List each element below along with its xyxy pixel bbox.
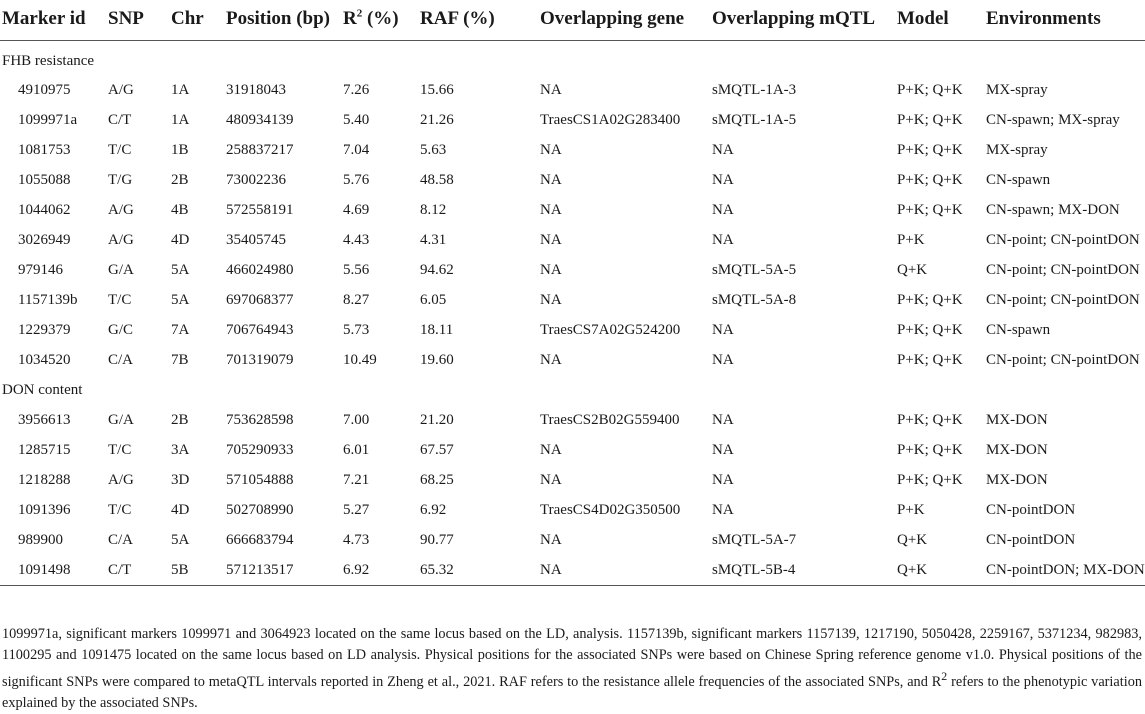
table-cell: 480934139 <box>226 111 294 128</box>
table-cell: CN-pointDON <box>986 531 1076 548</box>
column-header-label: R <box>343 8 357 29</box>
table-cell: 1055088 <box>18 171 71 188</box>
column-header <box>343 0 420 41</box>
table-cell: 4B <box>171 201 189 218</box>
table-cell: 5B <box>171 555 226 586</box>
table-cell: Q+K <box>897 261 928 278</box>
table-cell: NA <box>540 141 562 158</box>
table-cell: 7B <box>171 351 189 368</box>
table-cell: MX-spray <box>986 81 1048 98</box>
table-cell: 706764943 <box>226 321 294 338</box>
table-cell: 5.63 <box>420 141 447 158</box>
table-cell: 4D <box>171 501 190 518</box>
column-header <box>986 0 1145 41</box>
table-cell: 572558191 <box>226 201 294 218</box>
footnote-text-end: refers to the phenotypic variation explained by the associated SNPs. <box>2 673 1142 711</box>
table-cell: TraesCS2B02G559400 <box>540 411 680 428</box>
column-header-label: Chr <box>171 8 204 29</box>
table-cell: 73002236 <box>226 171 286 188</box>
table-cell: 6.92 <box>420 501 447 518</box>
table-cell: CN-spawn <box>986 171 1051 188</box>
column-header-label: Marker id <box>2 8 86 29</box>
table-cell: 5.40 <box>343 111 370 128</box>
table-row <box>0 465 1145 495</box>
section-title: FHB resistance <box>2 52 95 69</box>
table-cell: Q+K <box>897 555 986 586</box>
table-cell: 15.66 <box>420 81 454 98</box>
table-cell: 7.00 <box>343 411 370 428</box>
table-cell: 3A <box>171 441 190 458</box>
table-cell: 67.57 <box>420 441 454 458</box>
table-row <box>0 105 1145 135</box>
table-row <box>0 315 1145 345</box>
table-row <box>0 435 1145 465</box>
table-cell: P+K; Q+K <box>897 171 963 188</box>
table-cell: 4.31 <box>420 231 447 248</box>
table-cell: 21.26 <box>420 111 454 128</box>
table-row <box>0 495 1145 525</box>
table-cell: 466024980 <box>226 261 294 278</box>
table-header-row <box>0 0 1145 41</box>
table-cell: 1157139b <box>18 291 78 308</box>
table-cell: P+K; Q+K <box>897 111 963 128</box>
table-cell: 31918043 <box>226 81 286 98</box>
table-cell: NA <box>712 441 734 458</box>
column-header <box>108 0 171 41</box>
table-cell: A/G <box>108 201 134 218</box>
table-cell: 48.58 <box>420 171 454 188</box>
table-cell: 3D <box>171 471 190 488</box>
table-cell: T/C <box>108 501 132 518</box>
table-cell: NA <box>540 201 562 218</box>
table-cell: MX-DON <box>986 471 1048 488</box>
table-cell: C/A <box>108 351 134 368</box>
column-header-label: Model <box>897 8 949 29</box>
section-header-row <box>0 375 1145 405</box>
table-cell: 753628598 <box>226 411 294 428</box>
footnote-superscript: 2 <box>941 669 948 683</box>
table-cell: NA <box>712 411 734 428</box>
table-cell: 5.27 <box>343 501 370 518</box>
table-cell: 5A <box>171 531 190 548</box>
table-cell: 6.05 <box>420 291 447 308</box>
table-row <box>0 555 1145 586</box>
table-row <box>0 75 1145 105</box>
table-cell: NA <box>540 471 562 488</box>
table-cell: C/T <box>108 555 171 586</box>
table-cell: T/G <box>108 171 133 188</box>
table-cell: NA <box>540 531 562 548</box>
table-cell: 705290933 <box>226 441 294 458</box>
table-cell: CN-pointDON; MX-DON <box>986 555 1145 586</box>
table-cell: P+K; Q+K <box>897 441 963 458</box>
table-cell: 1091396 <box>18 501 71 518</box>
table-cell: C/T <box>108 111 132 128</box>
table-cell: NA <box>712 231 734 248</box>
table-cell: CN-point; CN-pointDON <box>986 351 1140 368</box>
table-cell: sMQTL-1A-5 <box>712 111 797 128</box>
table-cell: 21.20 <box>420 411 454 428</box>
table-cell: 8.12 <box>420 201 447 218</box>
table-cell: 5.56 <box>343 261 370 278</box>
table-row <box>0 225 1145 255</box>
table-cell: sMQTL-5B-4 <box>712 555 897 586</box>
table-cell: 258837217 <box>226 141 294 158</box>
table-cell: NA <box>540 81 562 98</box>
table-row <box>0 525 1145 555</box>
column-header-label: Environments <box>986 8 1101 29</box>
table-cell: NA <box>712 471 734 488</box>
column-header <box>0 0 108 41</box>
table-cell: 19.60 <box>420 351 454 368</box>
table-cell: 7.04 <box>343 141 370 158</box>
table-cell: Q+K <box>897 531 928 548</box>
table-cell: 6.01 <box>343 441 370 458</box>
table-cell: sMQTL-1A-3 <box>712 81 797 98</box>
table-cell: 94.62 <box>420 261 454 278</box>
table-cell: 502708990 <box>226 501 294 518</box>
table-cell: 10.49 <box>343 351 377 368</box>
table-cell: P+K; Q+K <box>897 81 963 98</box>
table-cell: 65.32 <box>420 555 540 586</box>
table-cell: 571213517 <box>226 555 343 586</box>
column-header-label: SNP <box>108 8 144 29</box>
table-cell: G/C <box>108 321 134 338</box>
table-cell: P+K; Q+K <box>897 321 963 338</box>
column-header <box>420 0 540 41</box>
table-cell: NA <box>712 501 734 518</box>
table-cell: NA <box>540 261 562 278</box>
column-header <box>897 0 986 41</box>
table-row <box>0 255 1145 285</box>
table-row <box>0 345 1145 375</box>
table-cell: T/C <box>108 291 132 308</box>
table-cell: TraesCS4D02G350500 <box>540 501 681 518</box>
table-cell: 4.43 <box>343 231 370 248</box>
table-cell: P+K; Q+K <box>897 471 963 488</box>
footnote-text: 1099971a, significant markers 1099971 and 3064923 located on the same locus based on the LD, analysis. 1157139b, significant markers 1157139, 1217190, 5050428, 2259167, 5371234, 982983, 1100295 and 1091475 located on the same locus based on LD analysis. Physical positions for the associated SNPs were based on Chinese Spring reference genome v1.0. Physical positions of the significant SNPs were compared to metaQTL intervals reported in Zheng et al., 2021. RAF refers to the resistance allele frequencies of the associated SNPs, and R <box>2 626 1142 690</box>
column-header <box>712 0 897 41</box>
table-cell: P+K <box>897 231 925 248</box>
table-cell: CN-point; CN-pointDON <box>986 231 1140 248</box>
table-cell: C/A <box>108 531 134 548</box>
table-cell: 5A <box>171 261 190 278</box>
table-cell: 4.73 <box>343 531 370 548</box>
table-cell: A/G <box>108 471 134 488</box>
column-header-superscript: 2 <box>356 7 363 20</box>
table-cell: 90.77 <box>420 531 454 548</box>
table-cell: 2B <box>171 411 189 428</box>
table-cell: 4910975 <box>18 81 71 98</box>
table-cell: 5A <box>171 291 190 308</box>
table-cell: 1A <box>171 111 190 128</box>
table-body <box>0 41 1145 586</box>
table-cell: P+K; Q+K <box>897 351 963 368</box>
table-cell: 1218288 <box>18 471 71 488</box>
table-cell: P+K; Q+K <box>897 411 963 428</box>
table-cell: 1A <box>171 81 190 98</box>
column-header-label: RAF (%) <box>420 8 495 29</box>
table-cell: NA <box>712 321 734 338</box>
column-header-label: Overlapping gene <box>540 8 685 29</box>
table-cell: NA <box>540 291 562 308</box>
table-cell: TraesCS1A02G283400 <box>540 111 681 128</box>
table-cell: MX-DON <box>986 441 1048 458</box>
table-cell: 7A <box>171 321 190 338</box>
table-cell: 1B <box>171 141 189 158</box>
table-cell: 6.92 <box>343 555 420 586</box>
table-row <box>0 135 1145 165</box>
column-header <box>171 0 226 41</box>
table-cell: CN-point; CN-pointDON <box>986 291 1140 308</box>
table-cell: 7.21 <box>343 471 370 488</box>
table-cell: 1081753 <box>18 141 71 158</box>
table-cell: sMQTL-5A-5 <box>712 261 797 278</box>
table-cell: 1099971a <box>18 111 78 128</box>
table-cell: sMQTL-5A-8 <box>712 291 797 308</box>
table-cell: 1285715 <box>18 441 71 458</box>
table-cell: 1091498 <box>0 555 108 586</box>
table-row <box>0 405 1145 435</box>
table-cell: CN-spawn; MX-spray <box>986 111 1120 128</box>
table-cell: 18.11 <box>420 321 454 338</box>
table-cell: NA <box>540 171 562 188</box>
table-cell: 666683794 <box>226 531 294 548</box>
table-row <box>0 195 1145 225</box>
table-cell: 3956613 <box>18 411 71 428</box>
table-cell: NA <box>540 555 712 586</box>
section-header-row <box>0 41 1145 76</box>
table-cell: 1229379 <box>18 321 71 338</box>
table-cell: G/A <box>108 411 134 428</box>
table-cell: 3026949 <box>18 231 71 248</box>
section-title: DON content <box>2 381 83 398</box>
table-cell: CN-spawn; MX-DON <box>986 201 1120 218</box>
table-cell: 1044062 <box>18 201 71 218</box>
table-cell: 701319079 <box>226 351 294 368</box>
table-cell: MX-spray <box>986 141 1048 158</box>
table-cell: 1034520 <box>18 351 71 368</box>
table-cell: NA <box>712 351 734 368</box>
table-cell: 4.69 <box>343 201 370 218</box>
table-cell: 4D <box>171 231 190 248</box>
table-cell: NA <box>540 231 562 248</box>
table-cell: P+K; Q+K <box>897 291 963 308</box>
table-cell: NA <box>712 201 734 218</box>
table-cell: CN-spawn <box>986 321 1051 338</box>
table-cell: 979146 <box>18 261 63 278</box>
column-header <box>540 0 712 41</box>
table-row <box>0 165 1145 195</box>
table-cell: 68.25 <box>420 471 454 488</box>
table-cell: P+K; Q+K <box>897 141 963 158</box>
table-footnote <box>2 624 1142 714</box>
table-cell: 8.27 <box>343 291 370 308</box>
column-header-suffix: (%) <box>362 8 399 29</box>
table-cell: T/C <box>108 441 132 458</box>
table-cell: 35405745 <box>226 231 286 248</box>
table-cell: CN-pointDON <box>986 501 1076 518</box>
column-header-label: Position (bp) <box>226 8 330 29</box>
table-cell: NA <box>712 171 734 188</box>
column-header-label: Overlapping mQTL <box>712 8 876 29</box>
table-cell: 7.26 <box>343 81 370 98</box>
table-cell: NA <box>712 141 734 158</box>
table-cell: 571054888 <box>226 471 294 488</box>
table-cell: 2B <box>171 171 189 188</box>
table-cell: NA <box>540 351 562 368</box>
table-cell: sMQTL-5A-7 <box>712 531 797 548</box>
table-cell: 5.76 <box>343 171 370 188</box>
table-cell: 697068377 <box>226 291 294 308</box>
table-cell: CN-point; CN-pointDON <box>986 261 1140 278</box>
table-cell: 5.73 <box>343 321 370 338</box>
table-cell: G/A <box>108 261 134 278</box>
table-cell: A/G <box>108 231 134 248</box>
table-cell: T/C <box>108 141 132 158</box>
table-cell: P+K; Q+K <box>897 201 963 218</box>
column-header <box>226 0 343 41</box>
table-cell: P+K <box>897 501 925 518</box>
table-cell: 989900 <box>18 531 63 548</box>
table-cell: A/G <box>108 81 134 98</box>
table-cell: MX-DON <box>986 411 1048 428</box>
table-cell: TraesCS7A02G524200 <box>540 321 681 338</box>
table-cell: NA <box>540 441 562 458</box>
table-row <box>0 285 1145 315</box>
